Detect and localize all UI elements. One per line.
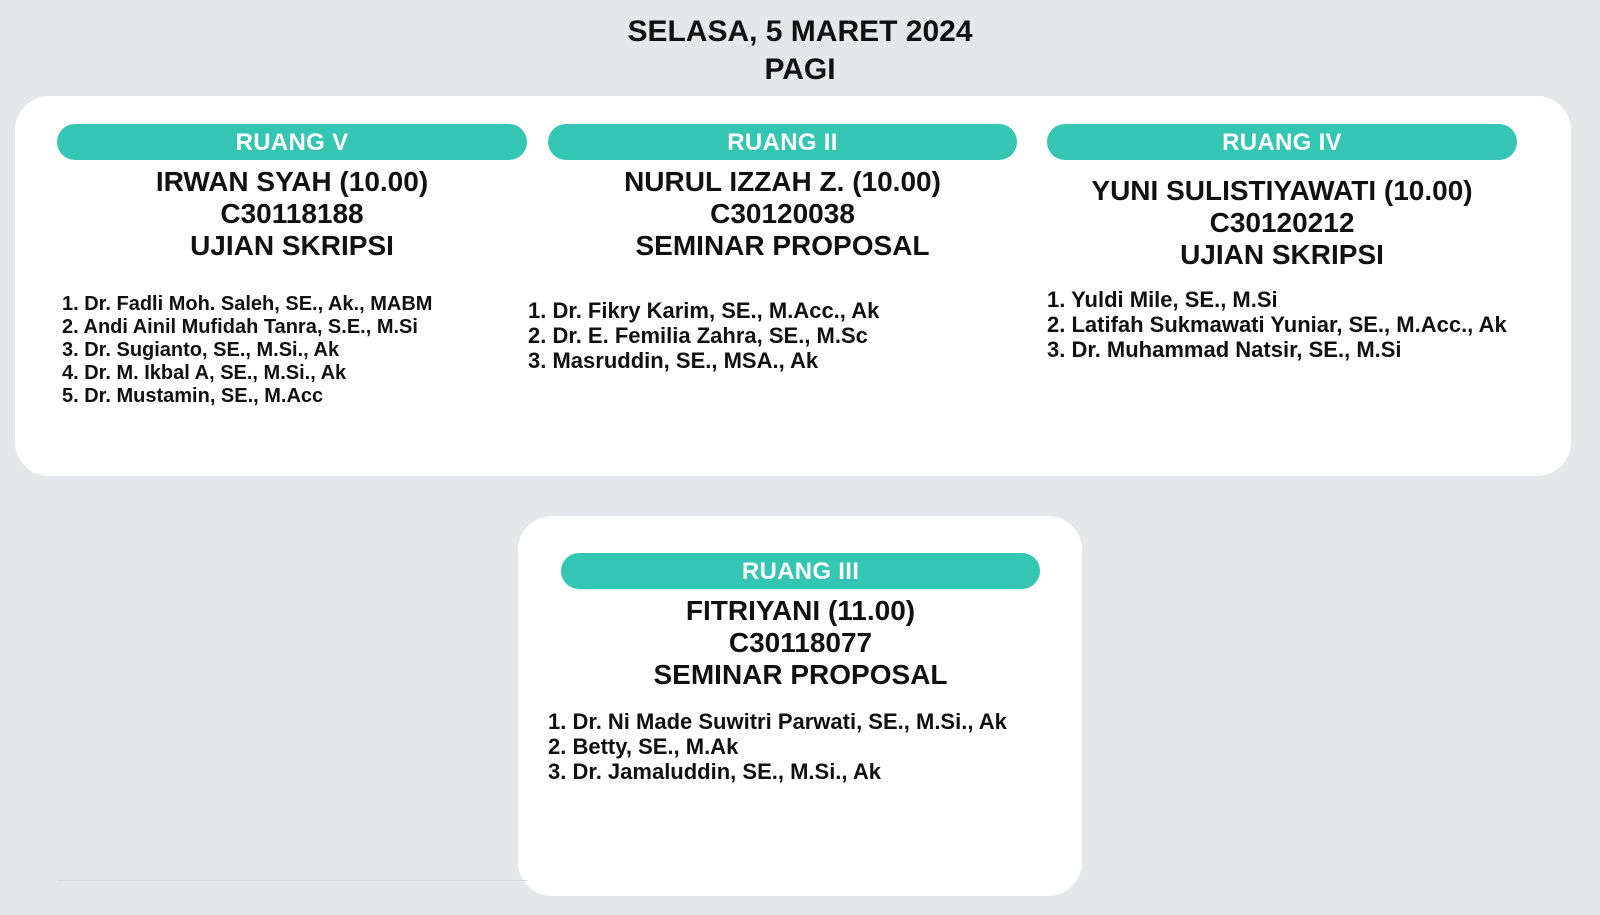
examiner-list-ruang-iii <box>548 709 1007 784</box>
exam-type: SEMINAR PROPOSAL <box>635 230 930 261</box>
room-label-ruang-iv: RUANG IV <box>1047 124 1517 160</box>
student-name: NURUL IZZAH Z. (10.00) <box>624 166 941 197</box>
examiner-item: 1. Dr. Ni Made Suwitri Parwati, SE., M.Si., Ak <box>548 709 1007 734</box>
student-id: C30120038 <box>710 198 855 229</box>
exam-type: UJIAN SKRIPSI <box>1180 239 1384 270</box>
student-id: C30118188 <box>220 198 364 229</box>
exam-ruang-v <box>57 166 527 262</box>
student-name: YUNI SULISTIYAWATI (10.00) <box>1091 175 1473 206</box>
exam-ruang-iv <box>1047 175 1517 271</box>
examiner-item: 3. Dr. Jamaluddin, SE., M.Si., Ak <box>548 759 881 784</box>
examiner-item: 3. Dr. Muhammad Natsir, SE., M.Si <box>1047 337 1402 362</box>
room-label-ruang-v: RUANG V <box>57 124 527 160</box>
divider <box>57 880 527 881</box>
examiner-item: 1. Dr. Fikry Karim, SE., M.Acc., Ak <box>528 298 880 323</box>
examiner-item: 3. Dr. Sugianto, SE., M.Si., Ak <box>62 339 340 361</box>
schedule-session: PAGI <box>764 53 836 86</box>
examiner-list-ruang-v <box>62 293 432 408</box>
examiner-item: 4. Dr. M. Ikbal A, SE., M.Si., Ak <box>62 362 347 384</box>
student-name: IRWAN SYAH (10.00) <box>155 166 429 197</box>
student-id: C30118077 <box>728 627 873 658</box>
examiner-item: 2. Dr. E. Femilia Zahra, SE., M.Sc <box>528 323 868 348</box>
examiner-item: 2. Andi Ainil Mufidah Tanra, S.E., M.Si <box>62 316 418 338</box>
examiner-item: 2. Latifah Sukmawati Yuniar, SE., M.Acc., Ak <box>1047 312 1507 337</box>
exam-type: UJIAN SKRIPSI <box>190 230 394 261</box>
student-id: C30120212 <box>1209 207 1355 238</box>
exam-type: SEMINAR PROPOSAL <box>653 659 948 690</box>
examiner-item: 5. Dr. Mustamin, SE., M.Acc <box>62 385 324 407</box>
schedule-date: SELASA, 5 MARET 2024 <box>627 15 973 48</box>
examiner-item: 2. Betty, SE., M.Ak <box>548 734 739 759</box>
student-name: FITRIYANI (11.00) <box>685 595 916 626</box>
examiner-item: 3. Masruddin, SE., MSA., Ak <box>528 348 819 373</box>
exam-ruang-ii <box>548 166 1017 262</box>
exam-ruang-iii <box>561 595 1040 691</box>
examiner-list-ruang-iv <box>1047 287 1507 362</box>
examiner-item: 1. Dr. Fadli Moh. Saleh, SE., Ak., MABM <box>62 293 433 315</box>
room-label-ruang-ii: RUANG II <box>548 124 1017 160</box>
room-label-ruang-iii: RUANG III <box>561 553 1040 589</box>
examiner-item: 1. Yuldi Mile, SE., M.Si <box>1047 287 1278 312</box>
examiner-list-ruang-ii <box>528 298 879 373</box>
